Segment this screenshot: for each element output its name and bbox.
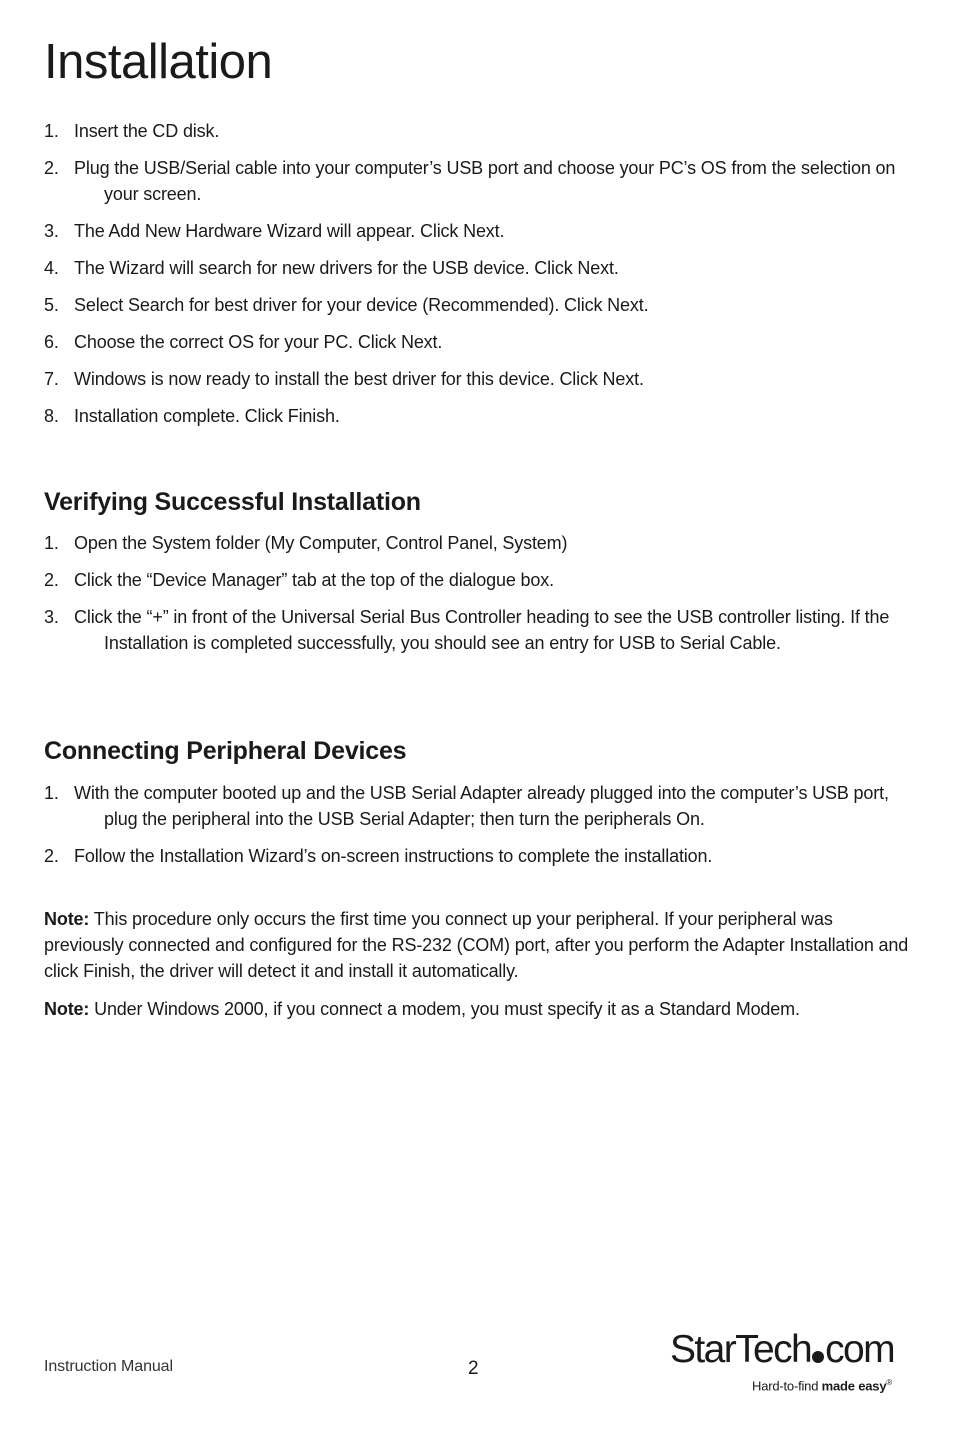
step-text: Open the System folder (My Computer, Control Panel, System) [74,533,568,553]
logo-dot-icon [812,1351,824,1363]
step-number: 3. [44,607,59,627]
list-item [44,329,910,355]
note-text: This procedure only occurs the first time you connect up your peripheral. If your peripheral was previously connected and configured for the RS-232 (COM) port, after you perform the Adapter Installation and click Finish, the driver will detect it and install it automatically. [44,909,909,981]
list-item [44,255,910,281]
step-number: 1. [44,121,59,141]
step-text: Installation complete. Click Finish. [74,406,340,426]
list-item [44,403,910,429]
step-text: With the computer booted up and the USB Serial Adapter already plugged into the computer’s USB port, plug the peripheral into the USB Serial Adapter; then turn the peripherals On. [74,783,889,829]
step-number: 5. [44,295,59,315]
list-item [44,155,910,207]
list-item [44,567,910,593]
logo-tagline-regular: Hard-to-find [752,1378,822,1394]
list-item [44,604,910,656]
logo-wordmark-left: StarTech [670,1328,812,1371]
list-item [44,118,910,144]
note-text: Under Windows 2000, if you connect a modem, you must specify it as a Standard Modem. [89,999,800,1019]
step-text: Insert the CD disk. [74,121,220,141]
step-number: 2. [44,570,59,590]
step-text: Click the “Device Manager” tab at the top of the dialogue box. [74,570,554,590]
list-item [44,292,910,318]
connecting-steps [44,780,910,880]
step-text: Follow the Installation Wizard’s on-screen instructions to complete the installation. [74,846,713,866]
note-label: Note: [44,909,90,929]
step-text: Select Search for best driver for your device (Recommended). Click Next. [74,295,649,315]
section-heading-connecting: Connecting Peripheral Devices [44,737,407,765]
step-number: 8. [44,406,59,426]
step-text: Choose the correct OS for your PC. Click Next. [74,332,443,352]
installation-steps [44,118,910,440]
logo-wordmark-right: com [825,1328,894,1371]
step-number: 2. [44,846,59,866]
step-text: Click the “+” in front of the Universal Serial Bus Controller heading to see the USB controller listing. If the Installation is completed successfully, you should see an entry for USB to Serial Cable. [74,607,890,653]
section-heading-verifying: Verifying Successful Installation [44,488,421,516]
list-item [44,843,910,869]
step-number: 2. [44,158,59,178]
note-label: Note: [44,999,90,1019]
startech-logo [670,1330,920,1402]
note-paragraph [44,996,912,1022]
step-number: 4. [44,258,59,278]
step-number: 3. [44,221,59,241]
page-title: Installation [44,35,273,89]
logo-wordmark [670,1330,894,1369]
step-number: 6. [44,332,59,352]
verifying-steps [44,530,910,667]
list-item [44,780,910,832]
step-text: The Wizard will search for new drivers for the USB device. Click Next. [74,258,619,278]
note-paragraph [44,906,912,984]
step-number: 1. [44,533,59,553]
list-item [44,530,910,556]
page-number: 2 [468,1358,479,1379]
step-number: 7. [44,369,59,389]
step-number: 1. [44,783,59,803]
registered-mark: ® [886,1378,893,1387]
logo-tagline-bold: made easy [821,1378,887,1394]
step-text: Windows is now ready to install the best driver for this device. Click Next. [74,369,644,389]
list-item [44,218,910,244]
step-text: The Add New Hardware Wizard will appear. Click Next. [74,221,505,241]
footer-label: Instruction Manual [44,1358,173,1375]
step-text: Plug the USB/Serial cable into your computer’s USB port and choose your PC’s OS from the selection on your screen. [74,158,896,204]
logo-tagline [752,1378,892,1393]
list-item [44,366,910,392]
